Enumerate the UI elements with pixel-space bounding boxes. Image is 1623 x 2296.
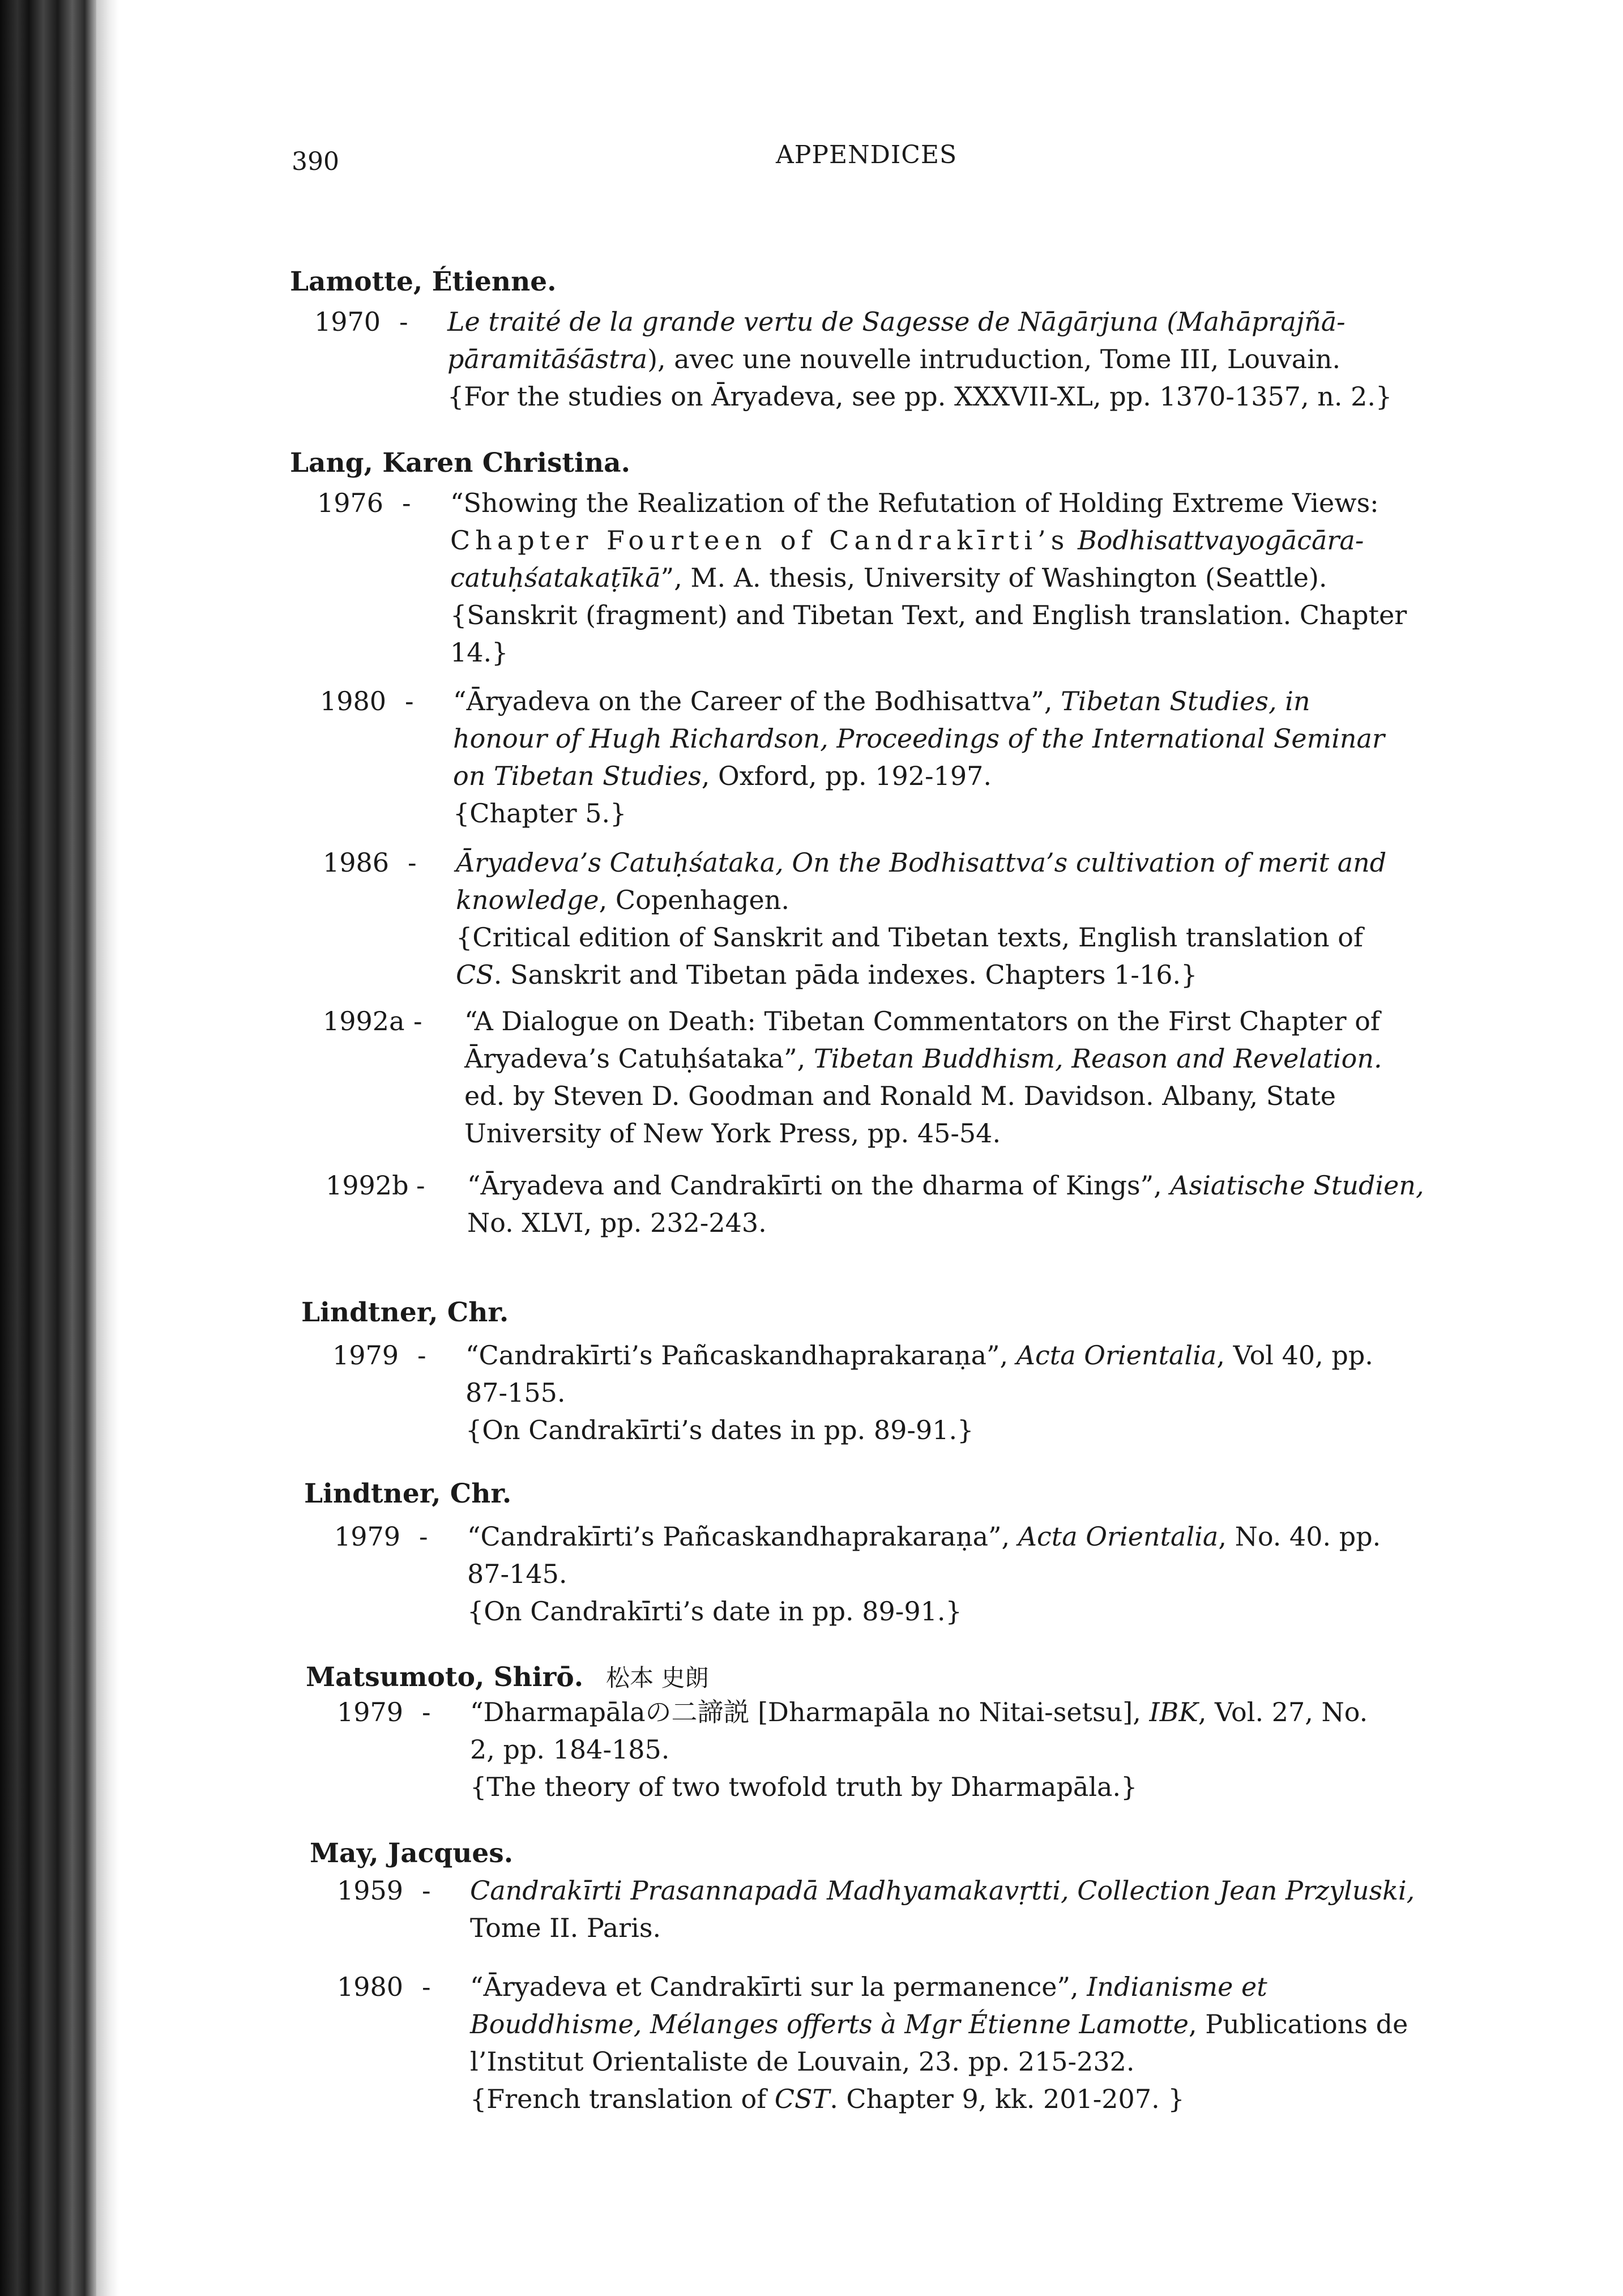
italic-title-segment: Acta Orientalia	[1018, 1521, 1219, 1552]
binding-gutter	[96, 0, 119, 2296]
entry-line	[450, 596, 1475, 634]
entry-line	[470, 1768, 1495, 1806]
text-segment: {On Candrakīrti’s date in pp. 89-91.}	[467, 1596, 962, 1627]
entry-line	[467, 1593, 1492, 1630]
book-binding-shadow	[0, 0, 96, 2296]
italic-title-segment: catuḥśatakaṭīkā	[450, 562, 661, 593]
running-head: APPENDICES	[776, 140, 958, 169]
entry-text	[464, 1002, 1489, 1152]
author-heading: May, Jacques.	[310, 1838, 514, 1869]
text-segment: , Copenhagen.	[599, 885, 790, 915]
entry-line	[447, 340, 1472, 378]
text-segment: 14.}	[450, 637, 509, 668]
text-segment: “Āryadeva on the Career of the Bodhisattva”,	[453, 686, 1061, 716]
entry-dash: -	[417, 1340, 426, 1371]
italic-title-segment: pāramitāśāstra	[447, 344, 648, 374]
entry-line	[470, 2080, 1495, 2118]
text-segment: {On Candrakīrti’s dates in pp. 89-91.}	[465, 1415, 974, 1445]
entry-line	[450, 484, 1475, 522]
italic-title-segment: honour of Hugh Richardson, Proceedings of the International Seminar	[453, 723, 1385, 754]
entry-text	[465, 1337, 1490, 1449]
page-header	[0, 140, 1623, 181]
text-segment: , Vol. 27, No.	[1198, 1697, 1368, 1727]
entry-text	[456, 844, 1481, 993]
entry-year: 1979	[332, 1340, 399, 1371]
text-segment	[1069, 525, 1078, 556]
entry-line	[467, 1167, 1492, 1204]
text-segment: 87-145.	[467, 1559, 567, 1589]
italic-title-segment: Bouddhisme, Mélanges offerts à Mgr Étienne Lamotte	[470, 2009, 1189, 2039]
entry-year: 1959	[337, 1875, 404, 1906]
entry-text	[447, 303, 1472, 415]
entry-dash: -	[399, 306, 408, 337]
entry-line	[456, 844, 1481, 881]
entry-text	[470, 1693, 1495, 1806]
entry-text	[467, 1518, 1492, 1630]
entry-line	[465, 1411, 1490, 1449]
text-segment: . Chapter 9, kk. 201-207. }	[830, 2084, 1185, 2114]
author-heading: Lindtner, Chr.	[304, 1478, 512, 1509]
entry-line	[465, 1337, 1490, 1374]
italic-title-segment: Le traité de la grande vertu de Sagesse de Nāgārjuna (Mahāprajñā-	[447, 306, 1346, 337]
author-native-name: 松本 史朗	[606, 1664, 709, 1692]
entry-line	[450, 559, 1475, 596]
entry-line	[465, 1374, 1490, 1411]
italic-title-segment: Asiatische Studien,	[1170, 1170, 1424, 1201]
text-segment: “A Dialogue on Death: Tibetan Commentators on the First Chapter of	[464, 1006, 1380, 1036]
entry-year: 1979	[337, 1697, 404, 1727]
entry-dash: -	[402, 488, 411, 518]
entry-dash: -	[422, 1697, 431, 1727]
page-number: 390	[292, 147, 339, 176]
entry-year: 1980	[337, 1971, 404, 2002]
entry-line	[470, 1872, 1495, 1909]
text-segment: Chapter Fourteen of Candrakīrti’s	[450, 525, 1070, 556]
text-segment: 87-155.	[465, 1377, 566, 1408]
entry-dash: -	[419, 1521, 428, 1552]
text-segment: “Dharmapālaの二諦説 [Dharmapāla no Nitai-setsu],	[470, 1697, 1150, 1727]
entry-year: 1979	[334, 1521, 401, 1552]
author-heading: Lang, Karen Christina.	[290, 447, 630, 479]
text-segment: {For the studies on Āryadeva, see pp. XXXVII-XL, pp. 1370-1357, n. 2.}	[447, 381, 1393, 412]
text-segment: “Āryadeva and Candrakīrti on the dharma of Kings”,	[467, 1170, 1171, 1201]
entry-line	[464, 1002, 1489, 1040]
entry-line	[464, 1077, 1489, 1115]
entry-line	[453, 795, 1478, 832]
author-heading: Lindtner, Chr.	[301, 1297, 509, 1328]
entry-line	[456, 956, 1481, 993]
entry-line	[470, 1693, 1495, 1731]
text-segment: “Showing the Realization of the Refutation of Holding Extreme Views:	[450, 488, 1379, 518]
text-segment: , Publications de	[1189, 2009, 1408, 2039]
text-segment: ), avec une nouvelle intruduction, Tome III, Louvain.	[647, 344, 1341, 374]
entry-dash: -	[413, 1006, 422, 1036]
text-segment: “Āryadeva et Candrakīrti sur la permanence”,	[470, 1971, 1087, 2002]
text-segment: , Vol 40, pp.	[1216, 1340, 1373, 1371]
text-segment: . Sanskrit and Tibetan pāda indexes. Chapters 1-16.}	[493, 959, 1198, 990]
text-segment: “Candrakīrti’s Pañcaskandhaprakaraṇa”,	[467, 1521, 1018, 1552]
italic-title-segment: CST	[774, 2084, 830, 2114]
entry-year: 1992b	[326, 1170, 409, 1201]
entry-text	[470, 1968, 1495, 2118]
text-segment: , No. 40. pp.	[1218, 1521, 1381, 1552]
italic-title-segment: IBK	[1149, 1697, 1198, 1727]
entry-line	[467, 1204, 1492, 1241]
text-segment: {Chapter 5.}	[453, 798, 627, 829]
entry-year: 1970	[314, 306, 381, 337]
entry-text	[450, 484, 1475, 671]
italic-title-segment: Āryadeva’s Catuḥśataka, On the Bodhisattva’s cultivation of merit and	[456, 847, 1387, 878]
entry-line	[450, 634, 1475, 671]
entry-line	[453, 682, 1478, 720]
italic-title-segment: Indianisme et	[1087, 1971, 1267, 2002]
entry-dash: -	[422, 1971, 431, 2002]
text-segment: “Candrakīrti’s Pañcaskandhaprakaraṇa”,	[465, 1340, 1016, 1371]
text-segment: , Oxford, pp. 192-197.	[701, 761, 992, 791]
text-segment: Tome II. Paris.	[470, 1913, 661, 1943]
entry-year: 1992a	[323, 1006, 405, 1036]
italic-title-segment: CS	[456, 959, 494, 990]
entry-line	[467, 1518, 1492, 1555]
entry-line	[453, 757, 1478, 795]
entry-dash: -	[408, 847, 417, 878]
italic-title-segment: on Tibetan Studies	[453, 761, 702, 791]
italic-title-segment: Tibetan Buddhism, Reason and Revelation.	[813, 1043, 1382, 1074]
italic-title-segment: knowledge	[456, 885, 599, 915]
entry-dash: -	[405, 686, 414, 716]
entry-line	[450, 522, 1475, 559]
text-segment: ed. by Steven D. Goodman and Ronald M. Davidson. Albany, State	[464, 1081, 1336, 1111]
text-segment: University of New York Press, pp. 45-54.	[464, 1118, 1001, 1149]
author-heading	[306, 1659, 709, 1693]
text-segment: 2, pp. 184-185.	[470, 1734, 670, 1765]
text-segment: l’Institut Orientaliste de Louvain, 23. pp. 215-232.	[470, 2046, 1135, 2077]
entry-line	[456, 881, 1481, 919]
entry-year: 1986	[323, 847, 390, 878]
entry-line	[456, 919, 1481, 956]
entry-dash: -	[422, 1875, 431, 1906]
text-segment: No. XLVI, pp. 232-243.	[467, 1207, 767, 1238]
text-segment: {Critical edition of Sanskrit and Tibetan texts, English translation of	[456, 922, 1363, 953]
entry-year: 1976	[317, 488, 384, 518]
entry-year: 1980	[320, 686, 387, 716]
entry-line	[447, 378, 1472, 415]
entry-line	[453, 720, 1478, 757]
entry-line	[447, 303, 1472, 340]
text-segment: ”, M. A. thesis, University of Washington (Seattle).	[660, 562, 1327, 593]
entry-line	[464, 1040, 1489, 1077]
entry-line	[470, 1909, 1495, 1947]
author-heading: Lamotte, Étienne.	[290, 266, 557, 297]
entry-line	[470, 2043, 1495, 2080]
author-name: Matsumoto, Shirō.	[306, 1662, 584, 1693]
entry-dash: -	[416, 1170, 425, 1201]
text-segment: Āryadeva’s Catuḥśataka”,	[464, 1043, 814, 1074]
entry-text	[470, 1872, 1495, 1947]
entry-line	[470, 2005, 1495, 2043]
italic-title-segment: Candrakīrti Prasannapadā Madhyamakavṛtti, Collection Jean Przyluski,	[470, 1875, 1415, 1906]
italic-title-segment: Bodhisattvayogācāra-	[1077, 525, 1364, 556]
entry-line	[470, 1968, 1495, 2005]
text-segment: {Sanskrit (fragment) and Tibetan Text, and English translation. Chapter	[450, 600, 1407, 630]
entry-line	[467, 1555, 1492, 1593]
text-segment: {French translation of	[470, 2084, 775, 2114]
text-segment: {The theory of two twofold truth by Dharmapāla.}	[470, 1772, 1138, 1802]
entry-line	[470, 1731, 1495, 1768]
entry-text	[467, 1167, 1492, 1241]
entry-line	[464, 1115, 1489, 1152]
entry-text	[453, 682, 1478, 832]
italic-title-segment: Acta Orientalia	[1016, 1340, 1217, 1371]
italic-title-segment: Tibetan Studies, in	[1061, 686, 1310, 716]
